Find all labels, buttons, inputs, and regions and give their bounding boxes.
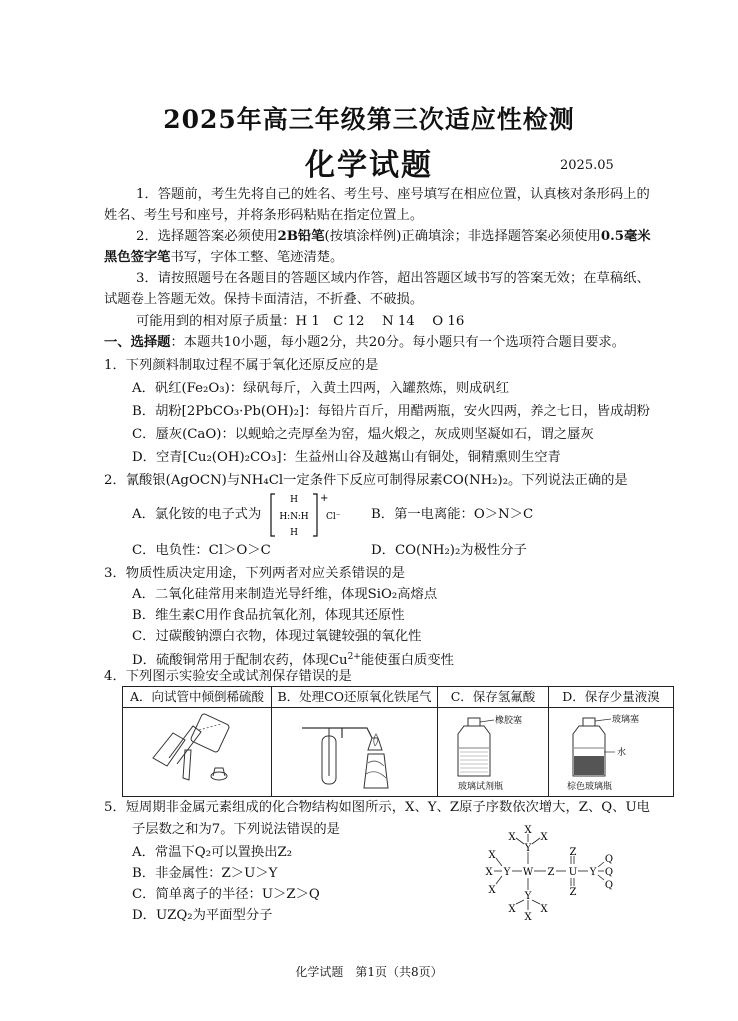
- atom-y-top: Y: [524, 843, 532, 854]
- atom-x-top-left: X: [508, 832, 516, 843]
- q4-header-b: B．处理CO还原氧化铁尾气: [272, 687, 438, 708]
- note-1a: 1．答题前，考生先将自己的姓名、考生号、座号填写在相应位置，认真核对条形码上的: [136, 187, 650, 202]
- hf-storage-illustration: [438, 708, 548, 793]
- atom-x-left: X: [485, 867, 493, 878]
- note-2a-bold1: 2B铅笔: [277, 229, 325, 244]
- atom-x-bottom: X: [524, 912, 532, 922]
- note-2a: [136, 226, 651, 247]
- bromine-storage-illustration: [549, 708, 673, 793]
- q3-option-d-post: 能使蛋白质变性: [360, 653, 454, 668]
- note-1b: 姓名、考生号和座号，并将条形码粘贴在指定位置上。: [104, 208, 424, 223]
- atom-x-left-top: X: [488, 850, 496, 861]
- q3-option-d-pre: D．硫酸铜常用于配制农药，体现Cu: [132, 653, 348, 668]
- q4-header-a: A．向试管中倾倒稀硫酸: [123, 687, 272, 708]
- q1-option-b: B．胡粉[2PbCO₃·Pb(OH)₂]：每铅片百斤，用醋两瓶，安火四两，养之七日，皆成胡粉: [132, 404, 650, 419]
- atomic-masses: 可能用到的相对原子质量：H 1 C 12 N 14 O 16: [136, 314, 465, 329]
- q3-option-c: C．过碳酸钠漂白衣物，体现过氧键较强的氧化性: [132, 629, 422, 644]
- atom-z-top: Z: [569, 847, 577, 858]
- q5-stem-line1: 5．短周期非金属元素组成的化合物结构如图所示，X、Y、Z原子序数依次增大，Z、Q、U电: [104, 800, 650, 815]
- formula-charge: +: [320, 493, 329, 504]
- q2-option-a: A．氯化铵的电子式为: [132, 507, 262, 522]
- exam-subtitle: 化学试题: [305, 148, 433, 183]
- section-1-label: 一、选择题: [104, 335, 171, 350]
- section-1-heading: [104, 332, 625, 353]
- q2-option-d: D．CO(NH₂)₂为极性分子: [371, 543, 527, 558]
- atom-y-bottom: Y: [524, 891, 532, 902]
- atom-z-bottom: Z: [569, 887, 577, 898]
- label-rubber-stopper: 橡胶塞: [495, 716, 523, 726]
- page-footer: 化学试题 第1页（共8页）: [295, 965, 443, 979]
- q3-option-b: B．维生素C用作食品抗氧化剂，体现其还原性: [132, 608, 405, 623]
- q4-header-d: D．保存少量液溴: [549, 687, 674, 708]
- note-3a: 3．请按照题号在各题目的答题区域内作答，超出答题区域书写的答案无效；在草稿纸、: [136, 271, 650, 286]
- q5-structure-diagram: [478, 822, 648, 922]
- atom-x-top: X: [524, 825, 532, 836]
- note-2a-bold2: 0.5毫米: [600, 229, 651, 244]
- q4-table: [122, 686, 674, 797]
- exam-title: 2025年高三年级第三次适应性检测: [163, 105, 575, 134]
- atom-z-bridge: Z: [547, 867, 555, 878]
- formula-h-top: H: [290, 495, 298, 505]
- section-1-desc: ：本题共10小题，每小题2分，共20分。每小题只有一个选项符合题目要求。: [170, 335, 625, 350]
- q3-option-d-sup: 2+: [347, 652, 361, 662]
- formula-h-bottom: H: [290, 528, 298, 538]
- atom-x-top-right: X: [540, 832, 548, 843]
- exam-date: 2025.05: [560, 158, 614, 173]
- q5-option-a: A．常温下Q₂可以置换出Z₂: [132, 845, 293, 860]
- note-3b: 试题卷上答题无效。保持卡面清洁，不折叠、不破损。: [104, 292, 424, 307]
- q4-image-a: [123, 708, 272, 797]
- q3-option-a: A．二氧化硅常用来制造光导纤维，体现SiO₂高熔点: [132, 587, 438, 602]
- q1-option-a: A．矾红(Fe₂O₃)：绿矾每斤，入黄土四两，入罐熬炼，则成矾红: [132, 381, 510, 396]
- q4-stem: 4．下列图示实验安全或试剂保存错误的是: [104, 669, 352, 684]
- q1-stem: 1．下列颜料制取过程不属于氧化还原反应的是: [104, 358, 379, 373]
- atom-q-bottom: Q: [604, 880, 614, 891]
- atom-u: U: [568, 867, 578, 878]
- q5-option-d: D．UZQ₂为平面型分子: [132, 908, 273, 923]
- atom-x-bottom-left: X: [508, 904, 516, 915]
- label-brown-bottle: 棕色玻璃瓶: [567, 782, 613, 792]
- q4-image-d: [549, 708, 674, 797]
- pouring-acid-illustration: [123, 708, 271, 793]
- formula-core: H:N:H: [279, 512, 309, 522]
- formula-chloride: Cl⁻: [326, 512, 341, 522]
- atom-x-bottom-right: X: [540, 904, 548, 915]
- label-glass-bottle: 玻璃试剂瓶: [458, 782, 504, 792]
- co-tail-gas-illustration: [272, 708, 437, 793]
- note-2b-post: 书写，字体工整、笔迹清楚。: [170, 250, 344, 265]
- label-glass-stopper: 玻璃塞: [612, 715, 640, 725]
- atom-q-mid: Q: [604, 867, 614, 878]
- q5-stem-line2: 子层数之和为7。下列说法错误的是: [132, 822, 340, 837]
- label-water: 水: [617, 748, 627, 758]
- note-2b-bold: 黑色签字笔: [104, 250, 171, 265]
- atom-y-left: Y: [503, 867, 511, 878]
- ammonium-chloride-electron-formula: [268, 490, 353, 540]
- q3-stem: 3．物质性质决定用途，下列两者对应关系错误的是: [104, 566, 405, 581]
- q2-stem: 2．氰酸银(AgOCN)与NH₄Cl一定条件下反应可制得尿素CO(NH₂)₂。下列说法正确的是: [104, 473, 628, 488]
- atom-y-right: Y: [589, 867, 597, 878]
- q4-header-c: C．保存氢氟酸: [438, 687, 549, 708]
- note-2b: [104, 247, 343, 268]
- note-2a-pre: 2．选择题答案必须使用: [136, 229, 278, 244]
- atom-w: W: [522, 867, 534, 878]
- q5-option-c: C．简单离子的半径：U＞Z＞Q: [132, 887, 320, 902]
- atom-x-left-bottom: X: [488, 885, 496, 896]
- q1-option-d: D．空青[Cu₂(OH)₂CO₃]：生益州山谷及越嶲山有铜处，铜精熏则生空青: [132, 450, 561, 465]
- q4-image-c: [438, 708, 549, 797]
- note-2a-mid: (按填涂样例)正确填涂；非选择题答案必须使用: [324, 229, 601, 244]
- q4-image-b: [272, 708, 438, 797]
- q2-option-c: C．电负性：Cl＞O＞C: [132, 543, 271, 558]
- q2-option-b: B．第一电离能：O＞N＞C: [371, 507, 534, 522]
- q1-option-c: C．蜃灰(CaO)：以蚬蛤之壳厚垒为窑，煴火煅之，灰成则坚凝如石，谓之蜃灰: [132, 427, 594, 442]
- atom-q-top: Q: [604, 854, 614, 865]
- q5-option-b: B．非金属性：Z＞U＞Y: [132, 866, 278, 881]
